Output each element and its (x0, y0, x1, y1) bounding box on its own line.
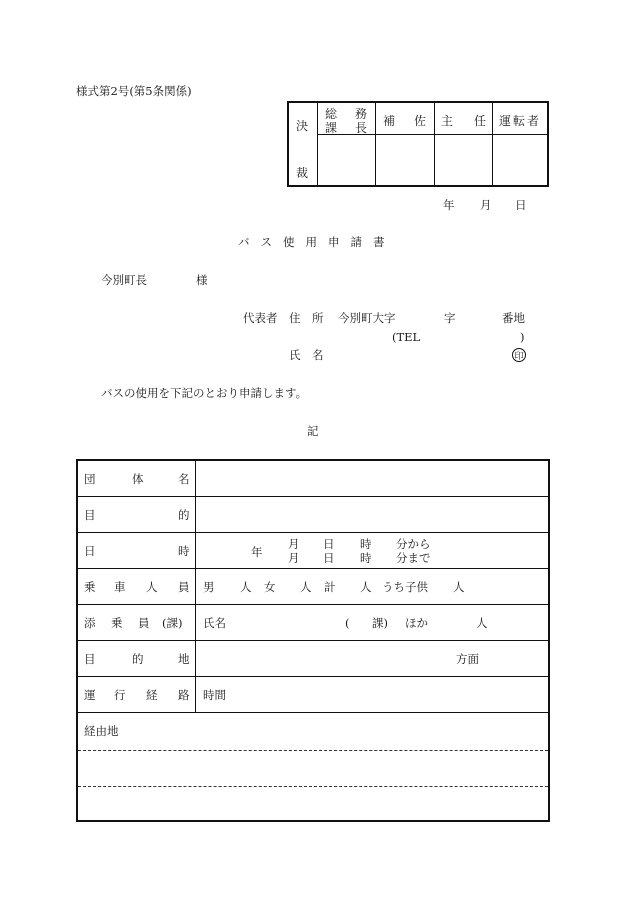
addressee-honorific: 様 (196, 273, 208, 287)
date-day: 日 (515, 198, 527, 212)
female-label: 女 (264, 580, 276, 594)
representative-label: 代表者 (243, 311, 278, 325)
attendant-dept-open: ( (345, 616, 350, 630)
approval-divider (434, 103, 435, 185)
approval-divider (375, 103, 376, 185)
seal-mark: 印 (512, 348, 526, 362)
hosa-label: 佐 (414, 114, 427, 128)
approval-header-divider (317, 134, 547, 135)
attendant-name-label: 氏名 (203, 616, 226, 630)
datetime-label: 時 (178, 544, 190, 558)
table-row-divider (78, 568, 548, 569)
shunin-label: 任 (474, 114, 487, 128)
datetime-until-label: 分まで (396, 551, 431, 565)
tel-open: (TEL (392, 330, 421, 344)
hosa-label: 補 (383, 114, 396, 128)
table-row-divider (78, 532, 548, 533)
form-number-label: 様式第2号(第5条関係) (76, 84, 192, 98)
passengers-label: 員 (178, 580, 190, 594)
destination-label: 目 (84, 652, 96, 666)
purpose-label: 目 (84, 508, 96, 522)
route-label: 行 (114, 688, 126, 702)
kessai-label-top: 決 (296, 119, 309, 133)
destination-label: 的 (132, 652, 144, 666)
attendant-label: (課) (162, 616, 183, 630)
group-name-label: 体 (132, 472, 144, 486)
datetime-year: 年 (251, 545, 263, 559)
male-label: 男 (203, 580, 215, 594)
total-unit: 人 (360, 580, 372, 594)
route-label: 経 (146, 688, 158, 702)
approval-divider (492, 103, 493, 185)
children-unit: 人 (453, 580, 465, 594)
untensha-label: 運転者 (499, 114, 542, 128)
passengers-label: 車 (114, 580, 126, 594)
waypoint-dashed-line (78, 786, 548, 787)
table-row-divider (78, 640, 548, 641)
attendant-label: 員 (138, 616, 150, 630)
ki-heading: 記 (307, 424, 319, 438)
date-month: 月 (480, 198, 492, 212)
passengers-label: 乗 (84, 580, 96, 594)
table-row-divider (78, 712, 548, 713)
datetime-label: 日 (84, 544, 96, 558)
datetime-hour-until: 時 (360, 551, 372, 565)
attendant-label: 添 (84, 616, 96, 630)
approval-box (287, 101, 549, 187)
name-label: 氏 名 (289, 348, 324, 362)
addressee-name: 今別町長 (101, 273, 147, 287)
datetime-month-from: 月 (288, 537, 300, 551)
route-label: 路 (178, 688, 190, 702)
route-label: 運 (84, 688, 96, 702)
datetime-month-until: 月 (288, 551, 300, 565)
total-label: 計 (324, 580, 336, 594)
attendant-dept-label: 課) (372, 616, 388, 630)
attendant-others-unit: 人 (476, 616, 488, 630)
datetime-from-label: 分から (396, 537, 431, 551)
datetime-day-from: 日 (323, 537, 335, 551)
date-year: 年 (443, 198, 455, 212)
destination-label: 地 (178, 652, 190, 666)
waypoints-label: 経由地 (84, 724, 119, 738)
female-unit: 人 (300, 580, 312, 594)
passengers-label: 人 (146, 580, 158, 594)
male-unit: 人 (240, 580, 252, 594)
datetime-hour-from: 時 (360, 537, 372, 551)
soumu-label: 課 (325, 121, 338, 135)
attendant-label: 乗 (111, 616, 123, 630)
soumu-label: 総 (325, 107, 338, 121)
application-table (76, 459, 550, 822)
soumu-label: 長 (355, 121, 368, 135)
direction-label: 方面 (456, 652, 479, 666)
soumu-label: 務 (355, 107, 368, 121)
approval-divider (317, 103, 318, 185)
address-aza: 字 (444, 311, 456, 325)
document-title: バス使用申請書 (238, 235, 396, 249)
table-row-divider (78, 496, 548, 497)
table-row-divider (78, 676, 548, 677)
address-prefix: 今別町大字 (338, 311, 396, 325)
children-label: うち子供 (382, 580, 428, 594)
address-banchi: 番地 (502, 311, 525, 325)
purpose-label: 的 (178, 508, 190, 522)
shunin-label: 主 (441, 114, 454, 128)
group-name-label: 団 (84, 472, 96, 486)
route-time-label: 時間 (203, 688, 226, 702)
group-name-label: 名 (178, 472, 190, 486)
waypoint-dashed-line (78, 750, 548, 751)
tel-close: ) (520, 330, 525, 344)
address-label: 住 所 (289, 311, 324, 325)
attendant-others-label: ほか (405, 616, 428, 630)
table-row-divider (78, 604, 548, 605)
kessai-label-bottom: 裁 (296, 166, 309, 180)
request-sentence: バスの使用を下記のとおり申請します。 (101, 386, 308, 400)
datetime-day-until: 日 (323, 551, 335, 565)
